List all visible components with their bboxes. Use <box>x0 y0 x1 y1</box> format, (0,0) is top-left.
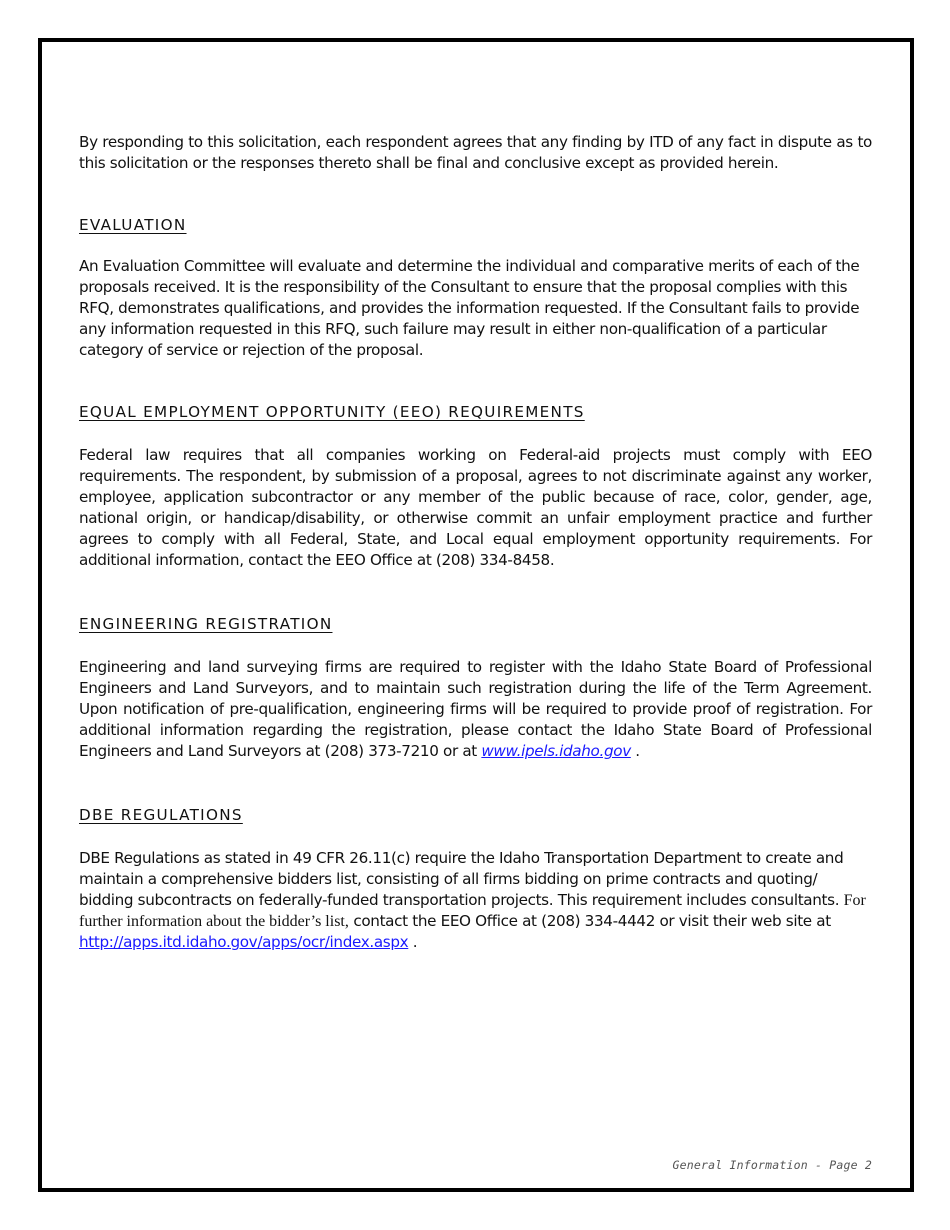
engineering-body: Engineering and land surveying firms are required to register with the Idaho State Board of Professional Engineers and Land Surveyors, and to maintain such registration during the life of the Term Agreement. Upon notification of pre-qualification, engineering firms will be required to provide proof of registration. For additional information regarding the registration, please contact the Idaho State Board of Professional Engineers and Land Surveyors at (208) 373-7210 or at <box>79 658 872 760</box>
page-footer: General Information - Page 2 <box>672 1158 872 1172</box>
eeo-heading: EQUAL EMPLOYMENT OPPORTUNITY (EEO) REQUIREMENTS <box>79 403 585 421</box>
dbe-body-serif: For further information about the bidder’s list, <box>79 892 866 930</box>
dbe-after-link: . <box>408 933 418 951</box>
dbe-heading: DBE REGULATIONS <box>79 806 243 824</box>
dbe-body-part1: DBE Regulations as stated in 49 CFR 26.11(c) require the Idaho Transportation Department to create and maintain a comprehensive bidders list, consisting of all firms bidding on prime contracts and quoting/ bidding subcontracts on federally-funded transportation projects. This requirement includes consultants. <box>79 849 844 909</box>
dbe-body-part2: contact the EEO Office at (208) 334-4442 or visit their web site at <box>348 912 831 930</box>
engineering-heading: ENGINEERING REGISTRATION <box>79 615 333 633</box>
engineering-after-link: . <box>630 742 640 760</box>
document-content <box>79 132 872 953</box>
evaluation-heading: EVALUATION <box>79 216 187 234</box>
evaluation-paragraph: An Evaluation Committee will evaluate and determine the individual and comparative merits of each of the proposals received. It is the responsibility of the Consultant to ensure that the proposal complies with this RFQ, demonstrates qualifications, and provides the information requested. If the Consultant fails to provide any information requested in this RFQ, such failure may result in either non-qualification of a particular category of service or rejection of the proposal. <box>79 257 860 359</box>
dbe-paragraph <box>79 848 872 953</box>
intro-paragraph: By responding to this solicitation, each respondent agrees that any finding by ITD of any fact in dispute as to this solicitation or the responses thereto shall be final and conclusive except as provided herein. <box>79 133 872 172</box>
ocr-link[interactable]: http://apps.itd.idaho.gov/apps/ocr/index.aspx <box>79 933 409 951</box>
eeo-paragraph: Federal law requires that all companies working on Federal-aid projects must comply with EEO requirements. The respondent, by submission of a proposal, agrees to not discriminate against any worker, employee, application subcontractor or any member of the public because of race, color, gender, age, national origin, or handicap/disability, or otherwise commit an unfair employment practice and further agrees to comply with all Federal, State, and Local equal employment opportunity requirements. For additional information, contact the EEO Office at (208) 334-8458. <box>79 446 872 569</box>
engineering-paragraph <box>79 657 872 762</box>
ipels-link[interactable]: www.ipels.idaho.gov <box>481 742 631 760</box>
